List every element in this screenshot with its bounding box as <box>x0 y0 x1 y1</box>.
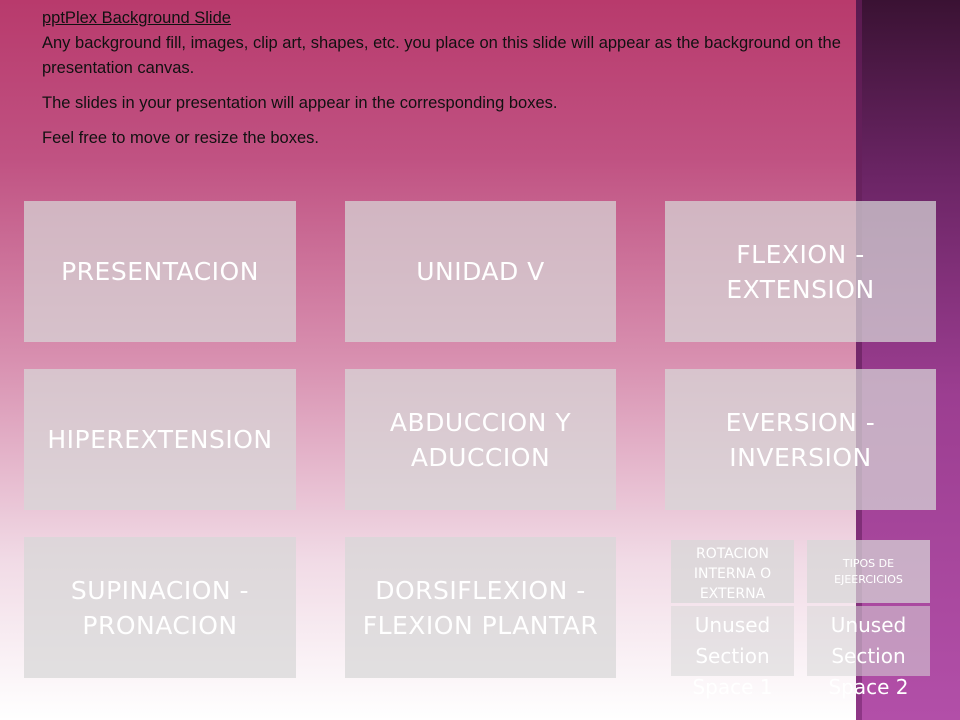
slide-box-eversion[interactable] <box>665 369 936 510</box>
slide-box-tipos[interactable] <box>807 540 930 603</box>
slide-box-label: DORSIFLEXION - FLEXION PLANTAR <box>362 575 599 640</box>
slide-box-label: ABDUCCION Y ADUCCION <box>389 407 572 472</box>
slide-box-presentacion[interactable] <box>24 201 296 342</box>
instruction-line-1: Any background fill, images, clip art, shapes, etc. you place on this slide will appear as the background on the presentation canvas. <box>42 34 841 77</box>
instructions-text <box>42 6 862 161</box>
slide-box-label: Unused Section Space 1 <box>692 613 773 699</box>
slide-box-supinacion[interactable] <box>24 537 296 678</box>
slide-box-abduccion[interactable] <box>345 369 616 510</box>
slide-box-rotacion[interactable] <box>671 540 794 603</box>
slide-box-dorsiflexion[interactable] <box>345 537 616 678</box>
slide-box-label: UNIDAD V <box>416 257 545 286</box>
slide-box-flexion-extension[interactable] <box>665 201 936 342</box>
slide-box-label: TIPOS DE EJEERCICIOS <box>834 556 903 586</box>
slide-box-hiperextension[interactable] <box>24 369 296 510</box>
slide-box-unused-1[interactable] <box>671 606 794 699</box>
slide-box-unidad-v[interactable] <box>345 201 616 342</box>
instruction-line-2: The slides in your presentation will appear in the corresponding boxes. <box>42 94 558 112</box>
slide-box-label: SUPINACION - PRONACION <box>70 575 250 640</box>
slide-box-unused-2[interactable] <box>807 606 930 699</box>
slide-box-label: PRESENTACION <box>61 257 259 286</box>
instruction-line-3: Feel free to move or resize the boxes. <box>42 129 319 147</box>
slide-box-label: ROTACION INTERNA O EXTERNA <box>693 546 772 602</box>
slide-box-label: FLEXION - EXTENSION <box>726 239 875 304</box>
slide-box-label: Unused Section Space 2 <box>828 613 909 699</box>
slide-box-label: EVERSION - INVERSION <box>725 407 876 472</box>
slide-title: pptPlex Background Slide <box>42 9 231 27</box>
slide-box-label: HIPEREXTENSION <box>47 425 273 454</box>
